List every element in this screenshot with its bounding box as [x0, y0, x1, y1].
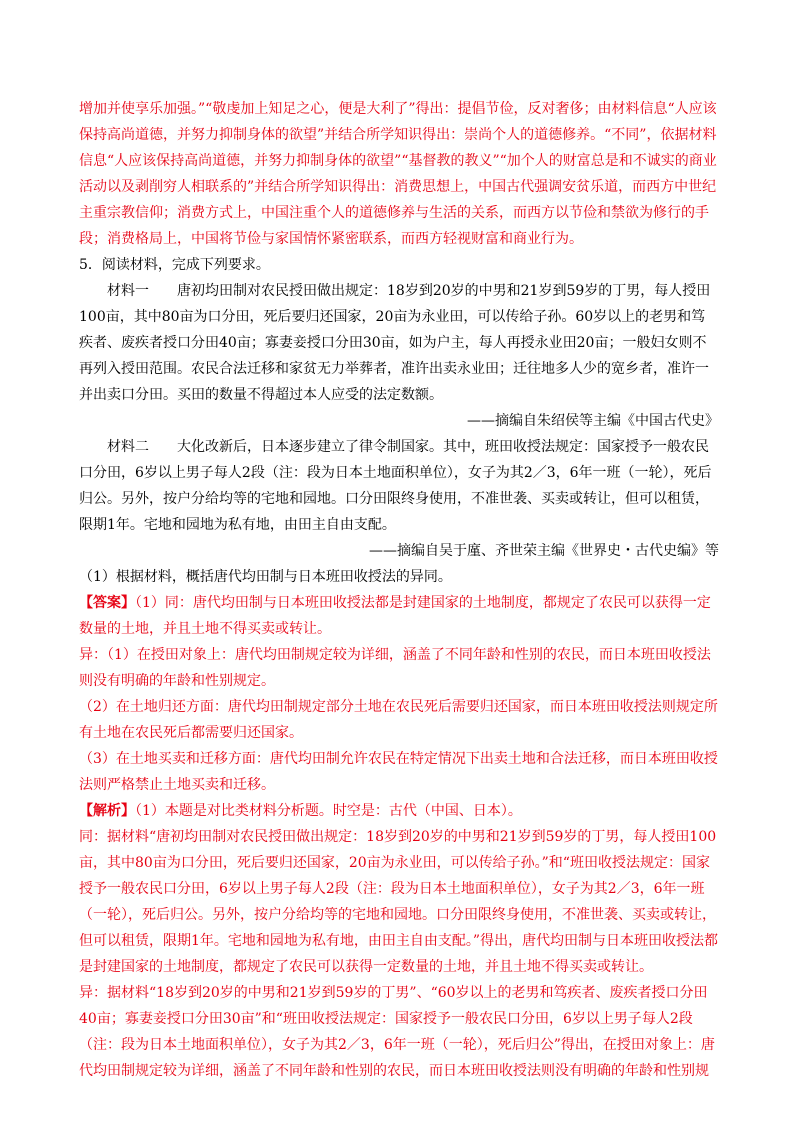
answer-tag: 【答案】	[79, 595, 135, 611]
analysis-intro-text: （1）本题是对比类材料分析题。时空是：古代（中国、日本）。	[135, 803, 522, 819]
material-one-source: ——摘编自朱绍侯等主编《中国古代史》	[467, 413, 719, 429]
paragraph-prev-analysis: 增加并使享乐加强。”“敬虔加上知足之心，便是大利了”得出：提倡节俭，反对奢侈；由材料信息“人应该保持高尚道德，并努力抑制身体的欲望”并结合所学知识得出：崇尚个人的道德修养。“不同”，依据材料信息“人应该保持高尚道德，并努力抑制身体的欲望”“基督教的教义”“加个人的财富总是和不诚实的商业活动以及剥削穷人相联系的”并结合所学知识得出：消费思想上，中国古代强调安贫乐道，而西方中世纪主重宗教信仰；消费方式上，中国注重个人的道德修养与生活的关系，而西方以节俭和禁欲为修行的手段；消费格局上，中国将节俭与家国情怀紧密联系，而西方轻视财富和商业行为。	[79, 101, 717, 247]
analysis-diff: 异：据材料“18岁到20岁的中男和21岁到59岁的丁男”、“60岁以上的老男和笃疾者、废疾者授口分田40亩；寡妻妾授口分田30亩”和“班田收授法规定：国家授予一般农民口分田，6岁以上男子每人2段（注：段为日本土地面积单位），女子为其2／3，6年一班（一轮），死后归公”得出，在授田对象上：唐代均田制规定较为详细，涵盖了不同年龄和性别的农民，而日本班田收授法则没有明确的年龄和性别规	[79, 985, 715, 1079]
material-one: 材料一 唐初均田制对农民授田做出规定：18岁到20岁的中男和21岁到59岁的丁男，每人授田100亩，其中80亩为口分田，死后要归还国家，20亩为永业田，可以传给子孙。60岁以上的老男和笃疾者、废疾者授口分田40亩；寡妻妾授口分田30亩，如为户主，每人再授永业田20亩；一般妇女则不再列入授田范围。农民合法迁移和家贫无力举葬者，准许出卖永业田；迁往地多人少的宽乡者，准许一并出卖口分田。买田的数量不得超过本人应受的法定数额。	[79, 283, 711, 403]
material-two-source: ——摘编自吴于廑、齐世荣主编《世界史・古代史编》等	[369, 543, 719, 559]
material-two: 材料二 大化改新后，日本逐步建立了律令制国家。其中，班田收授法规定：国家授予一般农民口分田，6岁以上男子每人2段（注：段为日本土地面积单位），女子为其2／3，6年一班（一轮），死后归公。另外，按户分给均等的宅地和园地。口分田限终身使用，不准世袭、买卖或转让，但可以租赁，限期1年。宅地和园地为私有地，由田主自由支配。	[79, 439, 712, 533]
question-5-stem: 5．阅读材料，完成下列要求。	[79, 257, 270, 273]
document-body	[79, 96, 719, 1084]
answer-diff-3: （3）在土地买卖和迁移方面：唐代均田制允许农民在特定情况下出卖土地和合法迁移，而日本班田收授法则严格禁止土地买卖和迁移。	[79, 751, 718, 793]
answer-diff-1: 异：（1）在授田对象上：唐代均田制规定较为详细，涵盖了不同年龄和性别的农民，而日本班田收授法则没有明确的年龄和性别规定。	[79, 647, 711, 689]
question-1: （1）根据材料，概括唐代均田制与日本班田收授法的异同。	[79, 569, 452, 585]
analysis-same: 同：据材料“唐初均田制对农民授田做出规定：18岁到20岁的中男和21岁到59岁的丁男，每人授田100亩，其中80亩为口分田，死后要归还国家，20亩为永业田，可以传给子孙。”和“班田收授法规定：国家授予一般农民口分田，6岁以上男子每人2段（注：段为日本土地面积单位），女子为其2／3，6年一班（一轮），死后归公。另外，按户分给均等的宅地和园地。口分田限终身使用，不准世袭、买卖或转让，但可以租赁，限期1年。宅地和园地为私有地，由田主自由支配。”得出，唐代均田制与日本班田收授法都是封建国家的土地制度，都规定了农民可以获得一定数量的土地，并且土地不得买卖或转让。	[79, 829, 719, 975]
answer-same-text: （1）同：唐代均田制与日本班田收授法都是封建国家的土地制度，都规定了农民可以获得一定数量的土地，并且土地不得买卖或转让。	[79, 595, 711, 637]
analysis-tag: 【解析】	[79, 803, 135, 819]
answer-same	[79, 590, 719, 642]
analysis-intro	[79, 798, 719, 824]
answer-diff-2: （2）在土地归还方面：唐代均田制规定部分土地在农民死后需要归还国家，而日本班田收授法则规定所有土地在农民死后都需要归还国家。	[79, 699, 718, 741]
